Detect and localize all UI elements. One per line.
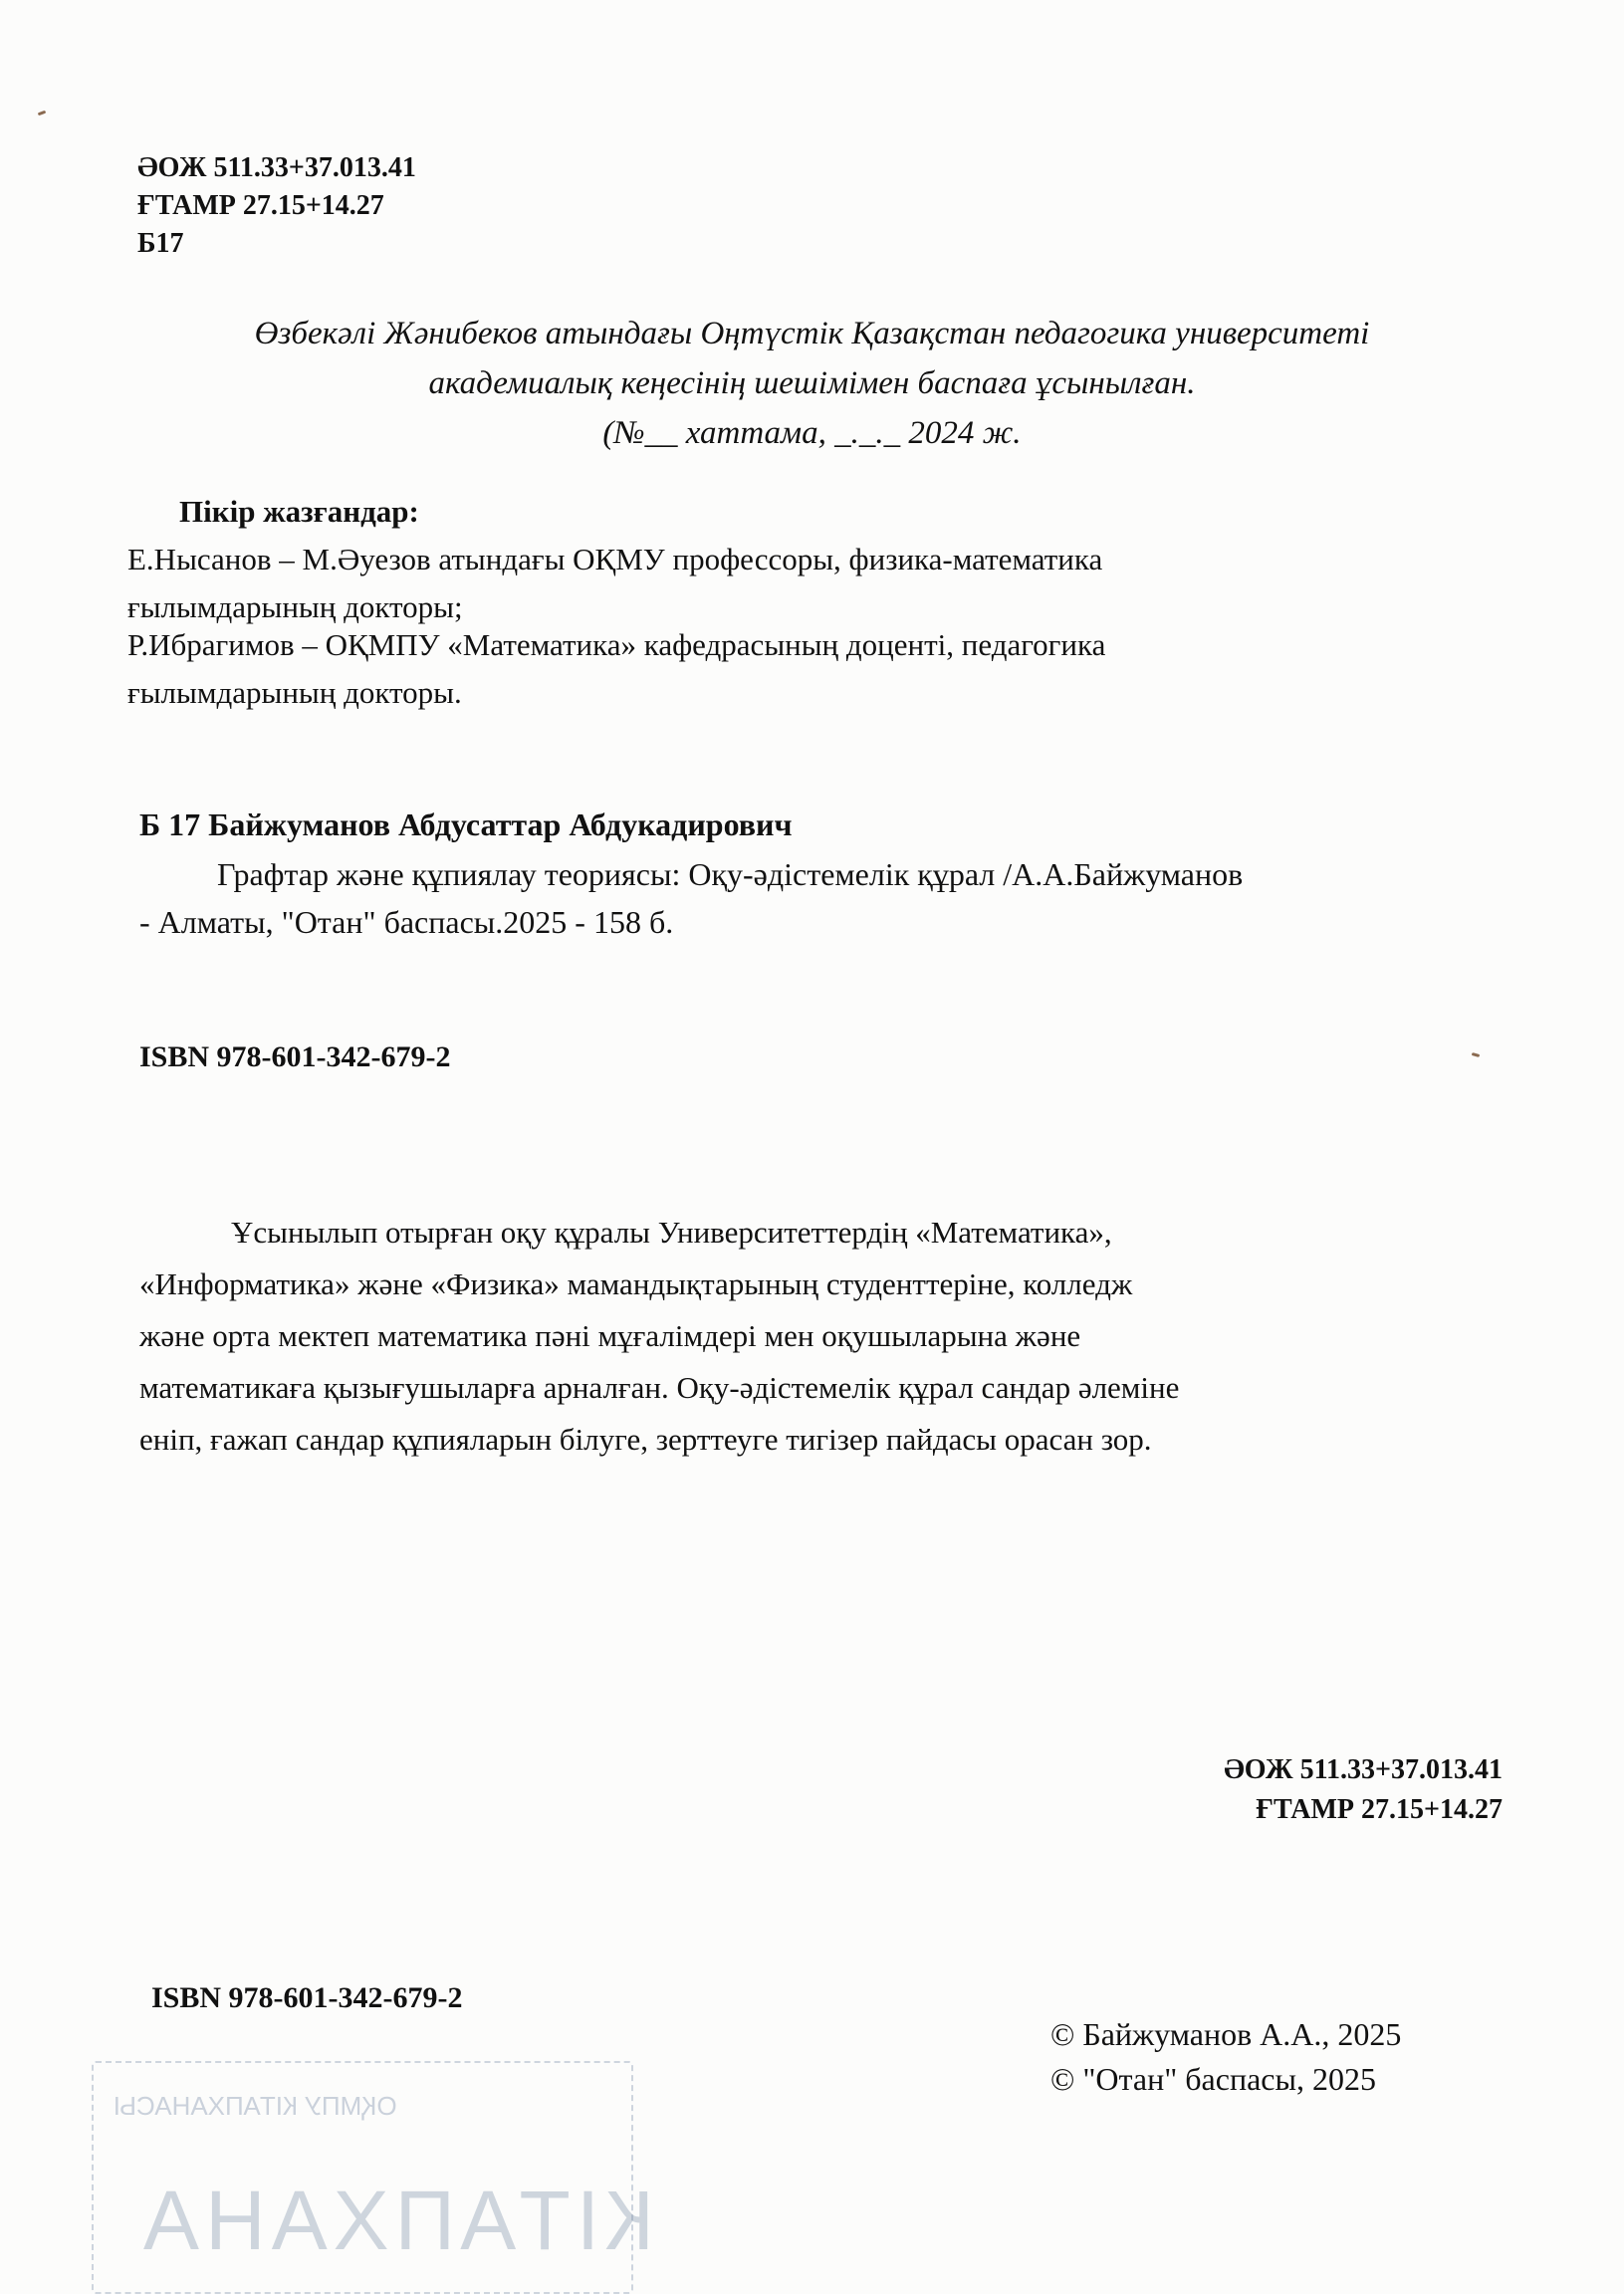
udc-block <box>137 149 416 263</box>
recommendation-line-2: академиалық кеңесінің шешімімен баспаға ұсынылған. <box>428 365 1196 401</box>
bibliography-title-line-1: Графтар және құпиялау теориясы: Оқу-әдістемелік құрал /А.А.Байжуманов <box>217 856 1244 892</box>
author-mark: Б17 <box>137 228 184 259</box>
isbn-bottom: ISBN 978-601-342-679-2 <box>151 1981 463 2014</box>
annotation-line-4: математикаға қызығушыларға арналған. Оқу-әдістемелік құрал сандар әлеміне <box>139 1370 1180 1405</box>
reviewer-1-line-1: Е.Нысанов – М.Әуезов атындағы ОҚМУ профессоры, физика-математика <box>127 542 1103 576</box>
recommendation-line-3: (№__ хаттама, _._._ 2024 ж. <box>602 415 1022 451</box>
recommendation-line-1: Өзбекәлі Жәнибеков атындағы Оңтүстік Қазақстан педагогика университеті <box>254 316 1370 351</box>
bibliography-author: Б 17 Байжуманов Абдусаттар Абдукадирович <box>139 806 793 842</box>
udc-code: ӘОЖ 511.33+37.013.41 <box>137 152 416 183</box>
reviewer-2-line-1: Р.Ибрагимов – ОҚМПУ «Математика» кафедрасының доценті, педагогика <box>127 627 1106 662</box>
reviewer-2 <box>127 621 1105 717</box>
annotation-line-2: «Информатика» және «Физика» мамандықтарының студенттеріне, колледж <box>139 1266 1133 1301</box>
reviewer-2-line-2: ғылымдарының докторы. <box>127 675 462 710</box>
bibliography-title-line-2: - Алматы, "Отан" баспасы.2025 - 158 б. <box>139 904 674 940</box>
annotation-line-5: еніп, ғажап сандар құпияларын білуге, зерттеуге тигізер пайдасы орасан зор. <box>139 1422 1152 1457</box>
copyright-publisher: © "Отан" баспасы, 2025 <box>1050 2061 1376 2097</box>
gtamp-code: ҒТАМР 27.15+14.27 <box>137 190 384 221</box>
annotation-line-1: Ұсынылып отырған оқу құралы Университеттердің «Математика», <box>231 1215 1112 1250</box>
paper-speck <box>1472 1052 1481 1057</box>
recommendation-note <box>0 309 1624 458</box>
reviewer-1 <box>127 536 1102 631</box>
reviewer-1-line-2: ғылымдарының докторы; <box>127 589 463 624</box>
stamp-big-text: КІТАПХАНА <box>137 2174 654 2267</box>
gtamp-code-right: ҒТАМР 27.15+14.27 <box>1256 1794 1503 1825</box>
reviewers-title: Пікір жазғандар: <box>179 494 419 529</box>
stamp-top-text: ОҚМПУ КІТАПХАНАСЫ <box>114 2091 397 2121</box>
annotation-line-3: және орта мектеп математика пәні мұғалімдері мен оқушыларына және <box>139 1318 1081 1353</box>
isbn-top: ISBN 978-601-342-679-2 <box>139 1040 451 1073</box>
paper-speck <box>38 111 47 116</box>
library-stamp <box>92 2061 654 2294</box>
annotation <box>139 1207 1484 1466</box>
udc-code-right: ӘОЖ 511.33+37.013.41 <box>1224 1754 1503 1785</box>
copyright-author: © Байжуманов А.А., 2025 <box>1050 2016 1402 2052</box>
udc-block-right <box>1224 1750 1503 1830</box>
